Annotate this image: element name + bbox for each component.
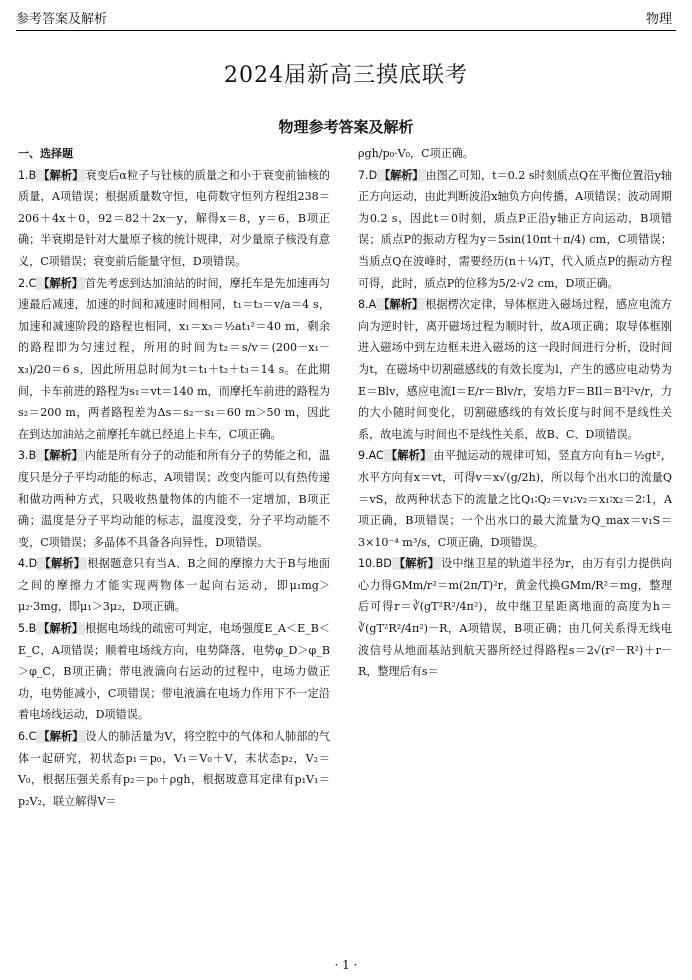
question-number: 8.A bbox=[358, 298, 377, 312]
analysis-tag: 【解析】 bbox=[378, 298, 424, 312]
question-number: 5.B bbox=[18, 622, 37, 636]
question-item bbox=[18, 165, 330, 273]
question-answer-text: 根据楞次定律，导体框进入磁场过程，感应电流方向为逆时针，离开磁场过程为顺时针，故A项正确；取导体框刚进入磁场中到左边框未进入磁场的这一段时间进行分析，设时间为t，在磁场中切割磁感线的有效长度为l，产生的感应电动势为E＝Blv，感应电流I＝E/r＝Blv/r，安培力F＝BIl＝B²l²v/r，力的大小随时间变化，切割磁感线的有效长度与时间不是线性关系，故电流与时间也不是线性关系，故B、C、D项错误。 bbox=[358, 298, 672, 441]
analysis-tag: 【解析】 bbox=[39, 557, 86, 571]
analysis-tag: 【解析】 bbox=[38, 168, 84, 182]
question-answer-text: 衰变后α粒子与钍核的质量之和小于衰变前铀核的质量，A项错误；根据质量数守恒，电荷数守恒列方程组238＝206＋4x＋0，92＝82＋2x－y，解得x＝8，y＝6，B项正确；半衰期是针对大量原子核的统计规律，对少量原子核没有意义，C项错误；衰变前后能量守恒，D项错误。 bbox=[18, 168, 330, 268]
question-item bbox=[18, 726, 330, 812]
question-number: 3.B bbox=[18, 449, 37, 463]
analysis-tag: 【解析】 bbox=[379, 168, 424, 182]
question-continuation bbox=[358, 143, 672, 165]
question-answer-text: 根据题意只有当A、B之间的摩擦力大于B与地面之间的摩擦力才能实现两物体一起向右运动，即μ₁mg＞μ₂·3mg，即μ₁＞3μ₂，D项正确。 bbox=[18, 557, 330, 614]
header-subject: 物理 bbox=[645, 12, 672, 27]
question-item bbox=[18, 618, 330, 726]
question-answer-text: 根据电场线的疏密可判定，电场强度E_A＜E_B＜E_C，A项错误；顺着电场线方向，电势降落，电势φ_D＞φ_B＞φ_C，B项正确；带电液滴向右运动的过程中，电场力做正功，电势能减小，C项错误；带电液滴在电场力作用下不一定沿着电场线运动，D项错误。 bbox=[18, 622, 330, 722]
question-item bbox=[358, 445, 672, 553]
question-number: 6.C bbox=[18, 730, 37, 744]
page-number: · 1 · bbox=[334, 958, 358, 972]
analysis-tag: 【解析】 bbox=[38, 276, 83, 290]
analysis-tag: 【解析】 bbox=[38, 622, 84, 636]
analysis-tag: 【解析】 bbox=[393, 557, 440, 571]
analysis-tag: 【解析】 bbox=[38, 730, 84, 744]
right-column bbox=[358, 143, 672, 683]
question-number: 2.C bbox=[18, 276, 37, 290]
analysis-tag: 【解析】 bbox=[38, 449, 83, 463]
question-item bbox=[358, 553, 672, 683]
question-number: 1.B bbox=[18, 168, 37, 182]
analysis-tag: 【解析】 bbox=[385, 449, 432, 463]
section-heading: 一、选择题 bbox=[18, 147, 73, 160]
header-left-label: 参考答案及解析 bbox=[16, 12, 108, 27]
question-answer-text: 首先考虑到达加油站的时间，摩托车是先加速再匀速最后减速，加速的时间和减速时间相同，t₁＝t₃＝v/a＝4 s，加速和减速阶段的路程也相同，x₁＝x₃＝½at₁²＝40 m，剩余的路程即为匀速过程，所用的时间为t₂＝s/v＝(200－x₁－x₃)/20＝6 s，因此所用总时间为t＝t₁＋t₂＋t₃＝14 s。在此期间，卡车前进的路程为s₁＝vt＝140 m，而摩托车前进的路程为s₂＝200 m，两者路程差为Δs＝s₂－s₁＝60 m＞50 m，因此在到达加油站之前摩托车就已经追上卡车，C项正确。 bbox=[18, 276, 330, 441]
question-answer-text: 内能是所有分子的动能和所有分子的势能之和，温度只是分子平均动能的标志，A项错误；改变内能可以有热传递和做功两种方式，只吸收热量物体的内能不一定增加，B项正确；温度是分子平均动能的标志，温度没变，分子平均动能不变，C项错误；多晶体不具备各向异性，D项错误。 bbox=[18, 449, 330, 549]
question-answer-text: ρgh/p₀·V₀，C项正确。 bbox=[358, 147, 474, 160]
header-rule bbox=[16, 30, 676, 31]
question-number: 9.AC bbox=[358, 449, 384, 463]
question-answer-text: 设人的肺活量为V，将空腔中的气体和人肺部的气体一起研究，初状态p₁＝p₀，V₁＝V₀＋V，末状态p₂，V₂＝V₀，根据压强关系有p₂＝p₀＋ρgh，根据玻意耳定律有p₁V₁＝p₂V₂，联立解得V＝ bbox=[18, 730, 330, 808]
question-item bbox=[358, 294, 672, 445]
question-item bbox=[358, 165, 672, 295]
page-header bbox=[16, 0, 676, 30]
question-number: 7.D bbox=[358, 168, 378, 182]
document-title: 2024届新高三摸底联考 bbox=[224, 63, 468, 88]
question-answer-text: 由平抛运动的规律可知，竖直方向有h＝½gt²，水平方向有x＝vt，可得v＝x√(g/2h)，所以每个出水口的流量Q＝vS，故两种状态下的流量之比Q₁∶Q₂＝v₁∶v₂＝x₁∶x₂＝2∶1，A项正确，B项错误；一个出水口的最大流量为Q_max＝v₁S＝3×10⁻⁴ m³/s，C项正确，D项错误。 bbox=[358, 449, 672, 549]
question-item bbox=[18, 273, 330, 446]
question-number: 4.D bbox=[18, 557, 38, 571]
document-subtitle: 物理参考答案及解析 bbox=[278, 118, 414, 136]
question-answer-text: 由图乙可知，t＝0.2 s时刻质点Q在平衡位置沿y轴正方向运动，由此判断波沿x轴负方向传播，A项错误；波动周期为0.2 s，因此t＝0时刻，质点P正沿y轴正方向运动，B项错误；质点P的振动方程为y＝5sin(10πt＋π/4) cm，C项错误；当质点Q在波峰时，需要经历(n＋¼)T，代入质点P的振动方程可得，此时，质点P的位移为5/2·√2 cm，D项正确。 bbox=[358, 168, 672, 290]
question-answer-text: 设中继卫星的轨道半径为r，由万有引力提供向心力得GMm/r²＝m(2π/T)²r，黄金代换GMm/R²＝mg，整理后可得r＝∛(gT²R²/4π²)，故中继卫星距离地面的高度为h＝∛(gT²R²/4π²)－R，A项错误，B项正确；由几何关系得无线电波信号从地面基站到航天器所经过得路程s＝2√(r²－R²)＋r－R，整理后有s＝ bbox=[358, 557, 672, 679]
question-item bbox=[18, 445, 330, 553]
question-item bbox=[18, 553, 330, 618]
left-column bbox=[18, 143, 330, 812]
question-number: 10.BD bbox=[358, 557, 392, 571]
